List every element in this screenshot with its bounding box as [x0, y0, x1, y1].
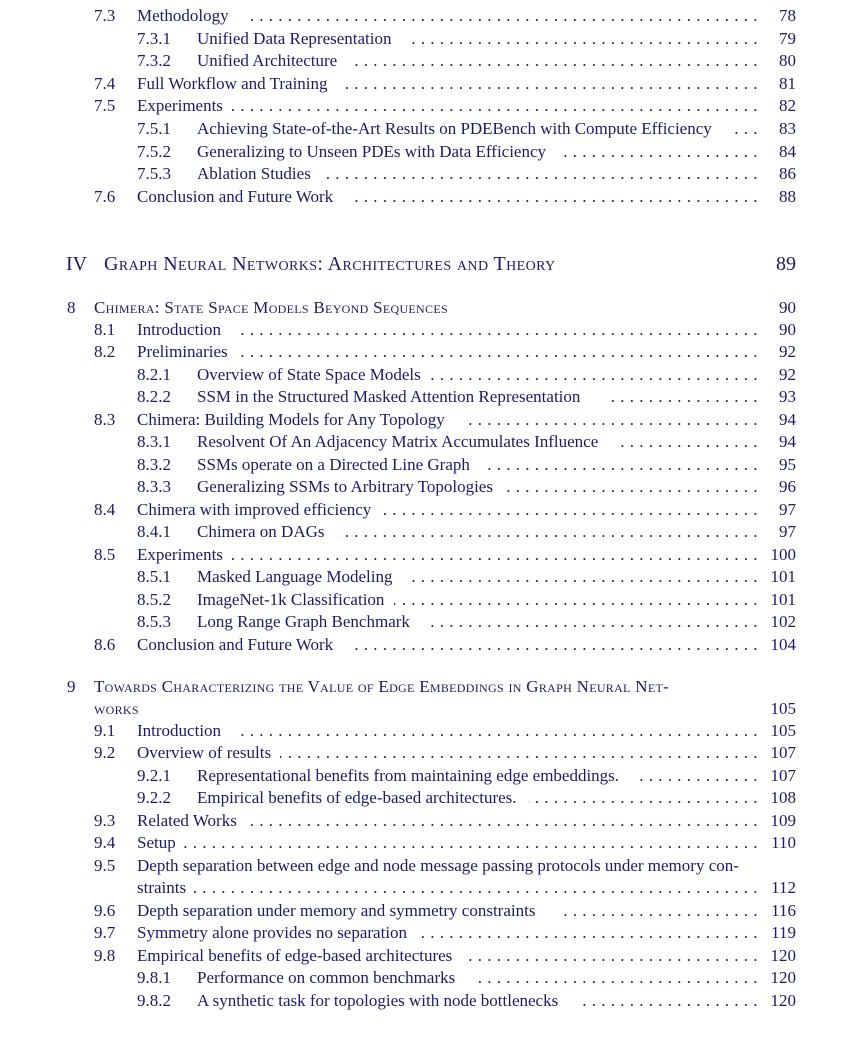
- section-title: Chimera with improved efficiency: [137, 500, 372, 519]
- subsection-number: 9.2.2: [137, 788, 171, 807]
- section-number: 8.5: [94, 545, 116, 564]
- page-number: 120: [770, 968, 796, 987]
- page-number: 82: [779, 96, 796, 115]
- subsection-title: Generalizing to Unseen PDEs with Data Efficiency: [197, 142, 547, 161]
- page-number: 102: [770, 612, 796, 631]
- toc-entry[interactable]: [0, 832, 868, 854]
- chapter-number: 8: [67, 298, 76, 317]
- toc-entry[interactable]: [0, 5, 868, 27]
- page-number: 100: [770, 545, 796, 564]
- section-number: 7.3: [94, 6, 116, 25]
- toc-entry[interactable]: [0, 900, 868, 922]
- subsection-number: 8.2.1: [137, 365, 171, 384]
- toc-entry[interactable]: [0, 521, 868, 543]
- subsection-number: 9.8.2: [137, 991, 171, 1010]
- subsection-number: 7.3.1: [137, 29, 171, 48]
- subsection-title: SSMs operate on a Directed Line Graph: [197, 455, 470, 474]
- subsection-number: 8.3.3: [137, 477, 171, 496]
- toc-entry[interactable]: [0, 787, 868, 809]
- subsection-number: 7.3.2: [137, 51, 171, 70]
- section-title: Conclusion and Future Work: [137, 187, 334, 206]
- toc-entry[interactable]: [0, 409, 868, 431]
- leader-dots: [640, 765, 758, 787]
- part-number: IV: [66, 253, 88, 275]
- toc-entry[interactable]: [0, 319, 868, 341]
- toc-entry[interactable]: [0, 476, 868, 498]
- page-number: 105: [770, 721, 796, 740]
- subsection-number: 8.2.2: [137, 387, 171, 406]
- section-number: 9.6: [94, 901, 116, 920]
- page-number: 89: [776, 253, 796, 275]
- section-title: Setup: [137, 833, 176, 852]
- leader-dots: [562, 900, 758, 922]
- toc-entry-continuation[interactable]: [0, 877, 868, 899]
- toc-entry[interactable]: [0, 855, 868, 877]
- section-number: 9.4: [94, 833, 116, 852]
- leader-dots: [735, 118, 758, 140]
- leader-dots: [240, 319, 758, 341]
- subsection-title: Long Range Graph Benchmark: [197, 612, 410, 631]
- toc-entry[interactable]: [0, 634, 868, 656]
- subsection-title: Empirical benefits of edge-based architectures.: [197, 788, 517, 807]
- page-number: 107: [770, 766, 796, 785]
- subsection-title: Masked Language Modeling: [197, 567, 393, 586]
- subsection-title: Overview of State Space Models: [197, 365, 421, 384]
- subsection-number: 9.8.1: [137, 968, 171, 987]
- toc-entry[interactable]: [0, 589, 868, 611]
- subsection-number: 7.5.2: [137, 142, 171, 161]
- page-number: 84: [779, 142, 796, 161]
- section-number: 9.3: [94, 811, 116, 830]
- leader-dots: [232, 95, 758, 117]
- section-title: Introduction: [137, 721, 222, 740]
- section-number: 7.6: [94, 187, 116, 206]
- section-title: Symmetry alone provides no separation: [137, 923, 408, 942]
- page-number: 104: [770, 635, 796, 654]
- section-number: 8.2: [94, 342, 116, 361]
- page-number: 86: [779, 164, 796, 183]
- page-number: 93: [779, 387, 796, 406]
- section-number: 7.4: [94, 74, 116, 93]
- page-number: 90: [779, 320, 796, 339]
- chapter-heading[interactable]: [0, 297, 868, 319]
- leader-dots: [528, 787, 758, 809]
- section-title: Experiments: [137, 96, 223, 115]
- subsection-title: Achieving State-of-the-Art Results on PDEBench with Compute Efficiency: [197, 119, 712, 138]
- section-title: Empirical benefits of edge-based architectures: [137, 946, 453, 965]
- page-number: 83: [779, 119, 796, 138]
- leader-dots: [620, 431, 758, 453]
- subsection-title: ImageNet-1k Classification: [197, 590, 385, 609]
- leader-dots: [472, 967, 758, 989]
- subsection-number: 8.3.1: [137, 432, 171, 451]
- toc-entry[interactable]: [0, 544, 868, 566]
- subsection-title: Unified Data Representation: [197, 29, 392, 48]
- section-title: Overview of results: [137, 743, 272, 762]
- page-number: 96: [779, 477, 796, 496]
- chapter-title: Chimera: State Space Models Beyond Sequences: [94, 298, 448, 317]
- leader-dots: [352, 186, 758, 208]
- leader-dots: [505, 476, 758, 498]
- leader-dots: [465, 945, 758, 967]
- page-number: 109: [770, 811, 796, 830]
- page-number: 97: [779, 500, 796, 519]
- section-number: 7.5: [94, 96, 116, 115]
- subsection-title: Performance on common benchmarks: [197, 968, 456, 987]
- subsection-number: 9.2.1: [137, 766, 171, 785]
- page-number: 88: [779, 187, 796, 206]
- toc-entry[interactable]: [0, 454, 868, 476]
- page-number: 120: [770, 991, 796, 1010]
- leader-dots: [280, 742, 758, 764]
- toc-entry[interactable]: [0, 73, 868, 95]
- leader-dots: [485, 454, 758, 476]
- leader-dots: [578, 990, 758, 1012]
- page-number: 94: [779, 410, 796, 429]
- subsection-number: 8.4.1: [137, 522, 171, 541]
- toc-entry[interactable]: [0, 364, 868, 386]
- part-heading[interactable]: [0, 250, 868, 278]
- leader-dots: [245, 810, 758, 832]
- section-title: Depth separation between edge and node message passing protocols under memory con-: [137, 856, 739, 875]
- section-title: Full Workflow and Training: [137, 74, 328, 93]
- toc-entry[interactable]: [0, 810, 868, 832]
- toc-entry[interactable]: [0, 499, 868, 521]
- page-number: 119: [771, 923, 796, 942]
- leader-dots: [240, 341, 758, 363]
- toc-entry[interactable]: [0, 95, 868, 117]
- subsection-number: 8.5.1: [137, 567, 171, 586]
- page-number: 94: [779, 432, 796, 451]
- section-number: 8.6: [94, 635, 116, 654]
- toc-entry[interactable]: [0, 163, 868, 185]
- leader-dots: [430, 364, 758, 386]
- leader-dots: [610, 386, 758, 408]
- section-number: 9.5: [94, 856, 116, 875]
- toc-entry[interactable]: [0, 141, 868, 163]
- toc-entry[interactable]: [0, 431, 868, 453]
- leader-dots: [182, 832, 758, 854]
- leader-dots: [394, 589, 758, 611]
- page-number: 78: [779, 6, 796, 25]
- subsection-title: Ablation Studies: [197, 164, 311, 183]
- leader-dots: [407, 28, 758, 50]
- leader-dots: [560, 141, 758, 163]
- leader-dots: [245, 5, 758, 27]
- toc-entry[interactable]: [0, 945, 868, 967]
- toc-entry[interactable]: [0, 742, 868, 764]
- chapter-heading[interactable]: [0, 676, 868, 698]
- section-number: 9.2: [94, 743, 116, 762]
- leader-dots: [353, 50, 758, 72]
- section-number: 8.3: [94, 410, 116, 429]
- toc-entry[interactable]: [0, 50, 868, 72]
- chapter-number: 9: [67, 677, 76, 696]
- subsection-number: 8.5.3: [137, 612, 171, 631]
- toc-entry[interactable]: [0, 386, 868, 408]
- chapter-heading-continuation[interactable]: [0, 698, 868, 720]
- section-title: Chimera: Building Models for Any Topology: [137, 410, 445, 429]
- leader-dots: [420, 922, 758, 944]
- section-title-continuation: straints: [137, 878, 187, 897]
- toc-entry[interactable]: [0, 967, 868, 989]
- subsection-number: 8.3.2: [137, 455, 171, 474]
- page-number: 81: [779, 74, 796, 93]
- leader-dots: [192, 877, 758, 899]
- subsection-number: 7.5.3: [137, 164, 171, 183]
- page-number: 101: [770, 590, 796, 609]
- chapter-title-continuation: works: [94, 699, 139, 718]
- leader-dots: [320, 163, 758, 185]
- leader-dots: [338, 521, 758, 543]
- page-number: 79: [779, 29, 796, 48]
- section-number: 9.7: [94, 923, 116, 942]
- page-number: 101: [770, 567, 796, 586]
- toc-entry[interactable]: [0, 765, 868, 787]
- leader-dots: [340, 73, 758, 95]
- leader-dots: [405, 566, 758, 588]
- section-number: 9.1: [94, 721, 116, 740]
- section-title: Related Works: [137, 811, 237, 830]
- page-number: 92: [779, 365, 796, 384]
- toc-entry[interactable]: [0, 341, 868, 363]
- chapter-title: Towards Characterizing the Value of Edge Embeddings in Graph Neural Net-: [94, 677, 670, 696]
- page-number: 116: [771, 901, 796, 920]
- page-number: 108: [770, 788, 796, 807]
- section-title: Introduction: [137, 320, 222, 339]
- section-title: Methodology: [137, 6, 229, 25]
- subsection-title: Chimera on DAGs: [197, 522, 325, 541]
- subsection-title: SSM in the Structured Masked Attention Representation: [197, 387, 581, 406]
- page-number: 110: [771, 833, 796, 852]
- page-number: 95: [779, 455, 796, 474]
- subsection-title: Generalizing SSMs to Arbitrary Topologies: [197, 477, 493, 496]
- section-number: 8.1: [94, 320, 116, 339]
- toc-entry[interactable]: [0, 186, 868, 208]
- part-title: Graph Neural Networks: Architectures and Theory: [104, 253, 556, 275]
- section-title: Conclusion and Future Work: [137, 635, 334, 654]
- toc-entry[interactable]: [0, 990, 868, 1012]
- toc-entry[interactable]: [0, 611, 868, 633]
- leader-dots: [380, 499, 758, 521]
- subsection-title: Unified Architecture: [197, 51, 338, 70]
- page-number: 107: [770, 743, 796, 762]
- section-title: Depth separation under memory and symmetry constraints: [137, 901, 536, 920]
- leader-dots: [462, 409, 758, 431]
- page-number: 97: [779, 522, 796, 541]
- toc-entry[interactable]: [0, 922, 868, 944]
- toc-entry[interactable]: [0, 118, 868, 140]
- toc-entry[interactable]: [0, 28, 868, 50]
- leader-dots: [352, 634, 758, 656]
- subsection-title: Resolvent Of An Adjacency Matrix Accumulates Influence: [197, 432, 599, 451]
- section-number: 9.8: [94, 946, 116, 965]
- section-number: 8.4: [94, 500, 116, 519]
- page-number: 105: [770, 699, 796, 718]
- leader-dots: [240, 720, 758, 742]
- subsection-title: A synthetic task for topologies with node bottlenecks: [197, 991, 559, 1010]
- section-title: Experiments: [137, 545, 223, 564]
- subsection-number: 7.5.1: [137, 119, 171, 138]
- page-number: 120: [770, 946, 796, 965]
- page-number: 80: [779, 51, 796, 70]
- section-title: Preliminaries: [137, 342, 228, 361]
- page-number: 92: [779, 342, 796, 361]
- page-number: 112: [771, 878, 796, 897]
- subsection-number: 8.5.2: [137, 590, 171, 609]
- toc-entry[interactable]: [0, 566, 868, 588]
- leader-dots: [232, 544, 758, 566]
- page-number: 90: [779, 298, 796, 317]
- leader-dots: [430, 611, 758, 633]
- toc-entry[interactable]: [0, 720, 868, 742]
- subsection-title: Representational benefits from maintaining edge embeddings.: [197, 766, 620, 785]
